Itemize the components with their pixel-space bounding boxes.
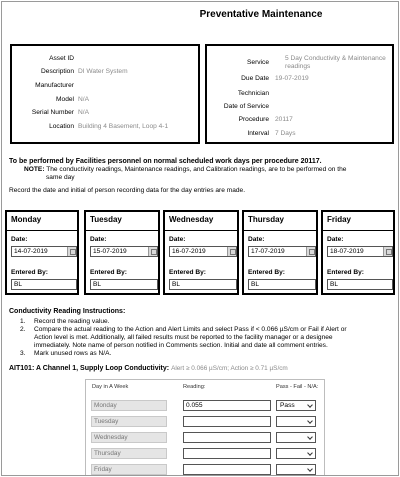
reading-input[interactable]: [183, 416, 271, 427]
chevron-down-icon: [307, 418, 313, 424]
service-label: Service: [247, 59, 269, 66]
date-input[interactable]: [169, 246, 237, 257]
date-value: 17-07-2019: [251, 248, 285, 255]
interval-value: 7 Days: [275, 130, 296, 137]
entered-by-input[interactable]: [11, 279, 77, 290]
date-input[interactable]: [248, 246, 316, 257]
entered-by-value: BL: [251, 281, 260, 288]
row-day: Tuesday: [91, 416, 167, 427]
instruction-text: Mark unused rows as N/A.: [34, 350, 112, 357]
ait-label: AIT101: A Channel 1, Supply Loop Conductivity:: [9, 365, 170, 372]
instruction-text-line3: immediately. Note name of person notified in Comments section. Initial and date all comment entries.: [34, 342, 328, 349]
note-text-line1: The conductivity readings, Maintenance readings, and Calibration readings, are to be performed on the: [46, 166, 347, 173]
location-value: Building 4 Basement, Loop 4-1: [78, 123, 169, 130]
col-header-reading: Reading:: [183, 384, 206, 390]
date-input[interactable]: [11, 246, 77, 257]
date-label: Date:: [169, 236, 186, 243]
description-value: DI Water System: [78, 68, 128, 75]
instruction-item: [20, 350, 394, 358]
day-card-monday: [5, 210, 79, 295]
procedure-header: To be performed by Facilities personnel on normal scheduled work days per procedure 20117.: [9, 158, 322, 165]
ait-limits: Alert ≥ 0.066 µS/cm; Action ≥ 0.71 µS/cm: [171, 365, 288, 372]
divider: [244, 230, 316, 231]
entered-by-value: BL: [172, 281, 181, 288]
divider: [86, 230, 158, 231]
divider: [323, 230, 393, 231]
entered-by-input[interactable]: [327, 279, 393, 290]
serial-number-value: N/A: [78, 109, 89, 116]
procedure-label: Procedure: [238, 116, 269, 123]
day-name: Thursday: [248, 215, 285, 224]
instruction-text-line2: Action level is met. Additionally, all failed results must be reported to the facility manager or a designee: [34, 334, 333, 341]
asset-id-label: Asset ID: [49, 55, 74, 62]
due-date-value: 19-07-2019: [275, 75, 309, 82]
instruction-item: [20, 326, 394, 350]
entered-by-label: Entered By:: [11, 269, 49, 276]
date-value: 16-07-2019: [172, 248, 206, 255]
entered-by-value: BL: [93, 281, 102, 288]
due-date-label: Due Date: [241, 75, 269, 82]
instruction-text: Record the reading value.: [34, 318, 110, 325]
serial-number-label: Serial Number: [31, 109, 74, 116]
day-name: Tuesday: [90, 215, 122, 224]
date-label: Date:: [11, 236, 28, 243]
form-page: [1, 1, 399, 476]
reading-input[interactable]: [183, 448, 271, 459]
record-instruction: Record the date and initial of person recording data for the day entries are made.: [9, 187, 246, 194]
result-value: Pass: [280, 402, 295, 409]
chevron-down-icon: [307, 450, 313, 456]
note-block: [24, 166, 394, 182]
reading-input[interactable]: [183, 432, 271, 443]
technician-label: Technician: [237, 90, 269, 97]
row-day: Wednesday: [91, 432, 167, 443]
col-header-result: Pass - Fail - N/A:: [276, 384, 319, 390]
entered-by-label: Entered By:: [327, 269, 365, 276]
chevron-down-icon: [307, 402, 313, 408]
result-select[interactable]: [276, 448, 316, 459]
page-title: Preventative Maintenance: [199, 9, 323, 20]
day-name: Wednesday: [169, 215, 214, 224]
instructions-header: Conductivity Reading Instructions:: [9, 308, 126, 315]
calendar-icon[interactable]: [383, 247, 392, 256]
col-header-day: Day in A Week: [92, 384, 129, 390]
chevron-down-icon: [307, 466, 313, 472]
entered-by-value: BL: [14, 281, 23, 288]
location-label: Location: [49, 123, 74, 130]
entered-by-input[interactable]: [90, 279, 158, 290]
instruction-number: 1.: [20, 318, 26, 325]
day-card-friday: [321, 210, 395, 295]
date-input[interactable]: [327, 246, 393, 257]
procedure-value: 20117: [275, 116, 293, 123]
service-value-line1: 5 Day Conductivity & Maintenance: [285, 55, 386, 62]
entered-by-label: Entered By:: [90, 269, 128, 276]
model-label: Model: [56, 96, 74, 103]
date-label: Date:: [327, 236, 344, 243]
calendar-icon[interactable]: [67, 247, 76, 256]
entered-by-input[interactable]: [248, 279, 316, 290]
day-name: Friday: [327, 215, 352, 224]
reading-input[interactable]: [183, 464, 271, 475]
calendar-icon[interactable]: [306, 247, 315, 256]
chevron-down-icon: [307, 434, 313, 440]
instruction-item: [20, 318, 394, 326]
date-label: Date:: [248, 236, 265, 243]
instruction-number: 3.: [20, 350, 26, 357]
date-label: Date:: [90, 236, 107, 243]
model-value: N/A: [78, 96, 89, 103]
asset-info-box: [10, 44, 200, 144]
instruction-number: 2.: [20, 326, 26, 333]
readings-table: [85, 379, 325, 476]
date-value: 15-07-2019: [93, 248, 127, 255]
row-day: Monday: [91, 400, 167, 411]
interval-label: Interval: [247, 130, 269, 137]
result-select[interactable]: [276, 464, 316, 475]
divider: [7, 230, 77, 231]
calendar-icon[interactable]: [148, 247, 157, 256]
calendar-icon[interactable]: [227, 247, 236, 256]
day-card-wednesday: [163, 210, 239, 295]
result-select[interactable]: [276, 432, 316, 443]
day-card-thursday: [242, 210, 318, 295]
row-day: Thursday: [91, 448, 167, 459]
result-select[interactable]: [276, 416, 316, 427]
entered-by-label: Entered By:: [248, 269, 286, 276]
entered-by-input[interactable]: [169, 279, 237, 290]
manufacturer-label: Manufacturer: [35, 82, 74, 89]
note-text-line2: same day: [46, 174, 75, 181]
day-card-tuesday: [84, 210, 160, 295]
reading-input[interactable]: 0.055: [183, 400, 271, 411]
result-select[interactable]: [276, 400, 316, 411]
date-input[interactable]: [90, 246, 158, 257]
ait-heading: [9, 365, 288, 372]
date-value: 14-07-2019: [14, 248, 48, 255]
row-day: Friday: [91, 464, 167, 475]
entered-by-label: Entered By:: [169, 269, 207, 276]
note-label: NOTE:: [24, 166, 45, 173]
date-of-service-label: Date of Service: [223, 103, 269, 110]
service-value-line2: readings: [285, 63, 311, 70]
day-name: Monday: [11, 215, 42, 224]
service-info-box: [205, 44, 394, 144]
instruction-text-line1: Compare the actual reading to the Action and Alert Limits and select Pass if < 0.066 µS/cm or Fail if Alert or: [34, 326, 347, 333]
date-value: 18-07-2019: [330, 248, 364, 255]
entered-by-value: BL: [330, 281, 339, 288]
divider: [165, 230, 237, 231]
description-label: Description: [41, 68, 74, 75]
